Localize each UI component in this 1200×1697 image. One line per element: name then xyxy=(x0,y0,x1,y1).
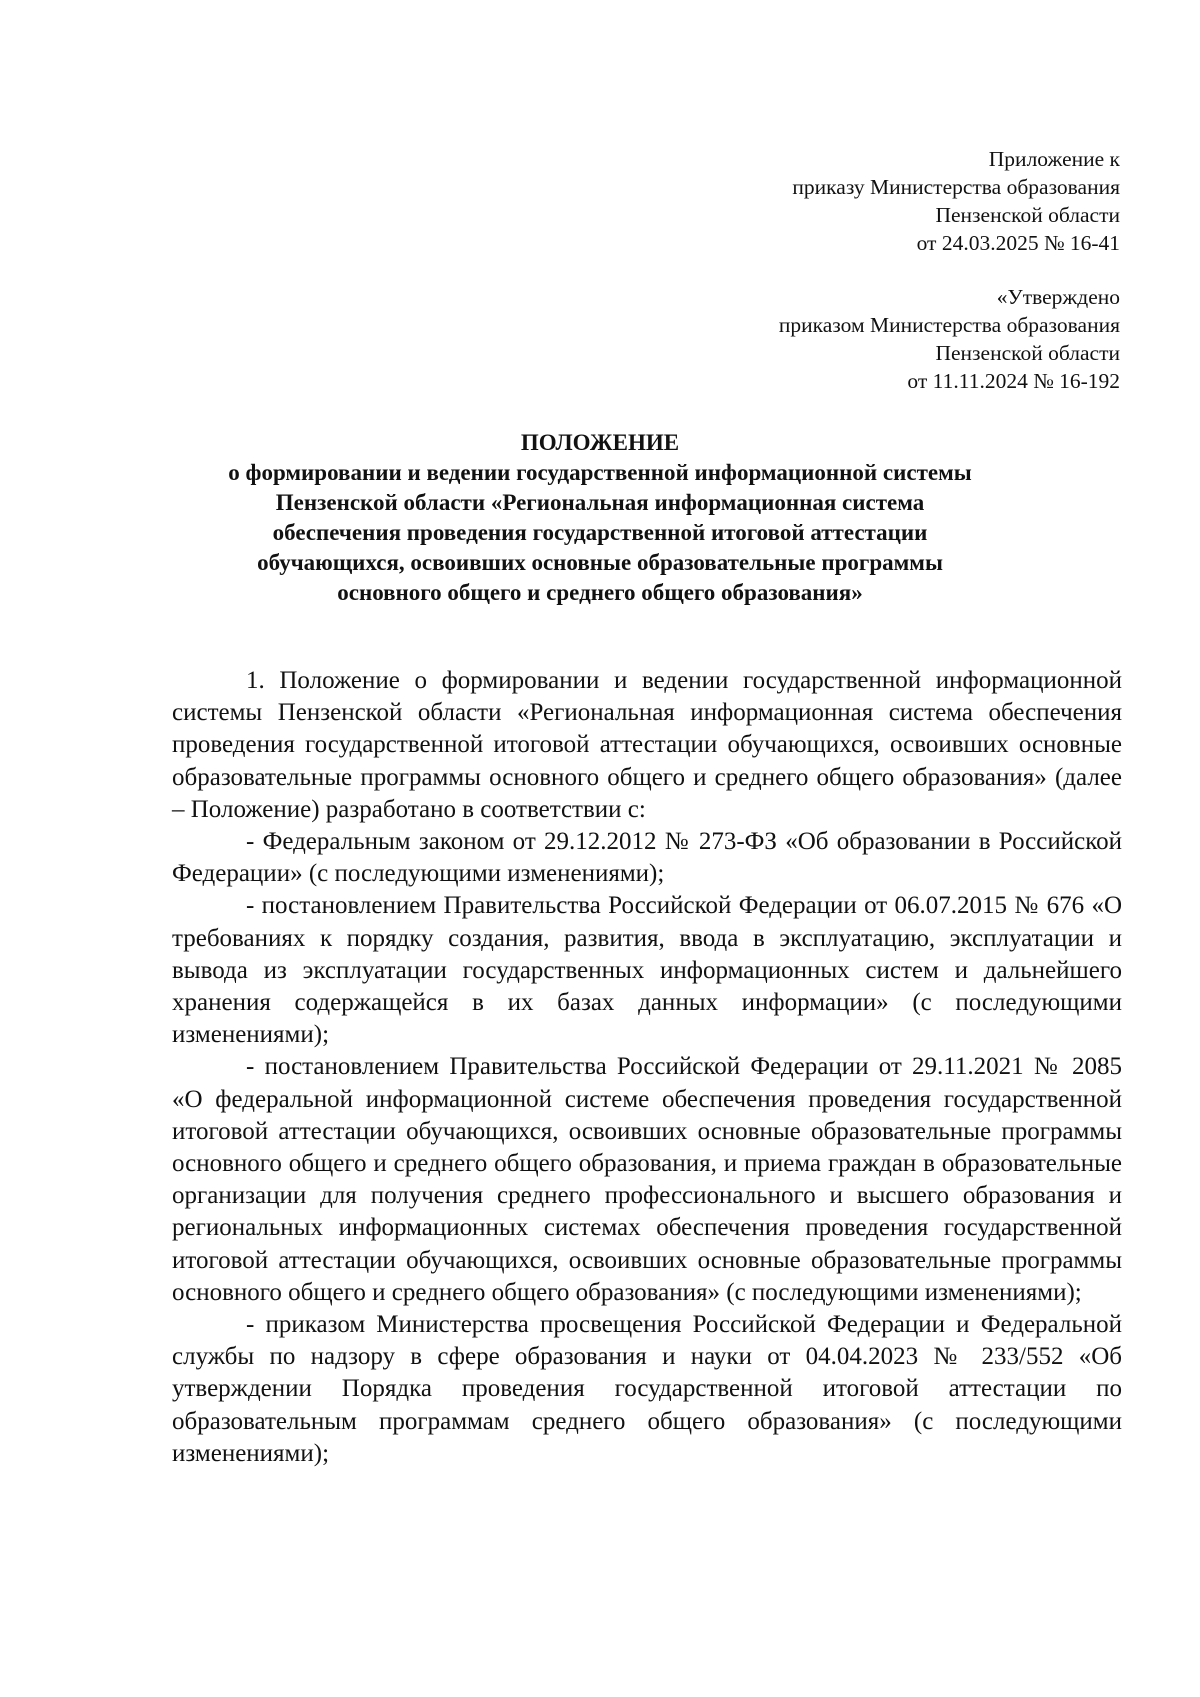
appendix-line: Приложение к xyxy=(988,147,1120,171)
title-line: Пензенской области «Региональная информационная система xyxy=(275,490,925,515)
body-paragraph: - постановлением Правительства Российской Федерации от 06.07.2015 № 676 «О требованиях к порядку создания, развития, ввода в эксплуатацию, эксплуатации и вывода из эксплуатации государственных информационных систем и дальнейшего хранения содержащейся в их базах данных информации» (с последующими изменениями); xyxy=(172,892,1122,1049)
approved-line: «Утверждено xyxy=(996,285,1120,309)
title-line: о формировании и ведении государственной информационной системы xyxy=(228,460,972,485)
approved-line: Пензенской области xyxy=(935,341,1120,365)
approved-block xyxy=(779,283,1120,395)
document-title xyxy=(130,428,1070,608)
body-paragraph: 1. Положение о формировании и ведении государственной информационной системы Пензенской области «Региональная информационная система обеспечения проведения государственной итоговой аттестации обучающихся, освоивших основные образовательные программы основного общего и среднего общего образования» (далее – Положение) разработано в соответствии с: xyxy=(172,667,1122,823)
appendix-line: Пензенской области xyxy=(935,203,1120,227)
body-paragraph: - приказом Министерства просвещения Российской Федерации и Федеральной службы по надзору в сфере образования и науки от 04.04.2023 № 233/552 «Об утверждении Порядка проведения государственной итоговой аттестации по образовательным программам среднего общего образования» (с последующими изменениями); xyxy=(172,1311,1122,1467)
approved-line: приказом Министерства образования xyxy=(778,313,1120,337)
appendix-block xyxy=(792,145,1120,257)
approved-line: от 11.11.2024 № 16-192 xyxy=(907,369,1120,393)
title-line: основного общего и среднего общего образования» xyxy=(337,580,863,605)
document-body xyxy=(172,665,1122,1470)
appendix-line: приказу Министерства образования xyxy=(792,175,1120,199)
title-heading: ПОЛОЖЕНИЕ xyxy=(520,430,680,455)
title-line: обеспечения проведения государственной итоговой аттестации xyxy=(272,520,928,545)
title-line: обучающихся, освоивших основные образовательные программы xyxy=(257,550,943,575)
body-paragraph: - постановлением Правительства Российской Федерации от 29.11.2021 № 2085 «О федеральной информационной системе обеспечения проведения государственной итоговой аттестации обучающихся, освоивших основные образовательные программы основного общего и среднего общего образования, и приема граждан в образовательные организации для получения среднего профессионального и высшего образования и региональных информационных системах обеспечения проведения государственной итоговой аттестации обучающихся, освоивших основные образовательные программы основного общего и среднего общего образования» (с последующими изменениями); xyxy=(172,1053,1122,1306)
appendix-line: от 24.03.2025 № 16-41 xyxy=(916,231,1120,255)
body-paragraph: - Федеральным законом от 29.12.2012 № 273-ФЗ «Об образовании в Российской Федерации» (с последующими изменениями); xyxy=(172,828,1122,888)
